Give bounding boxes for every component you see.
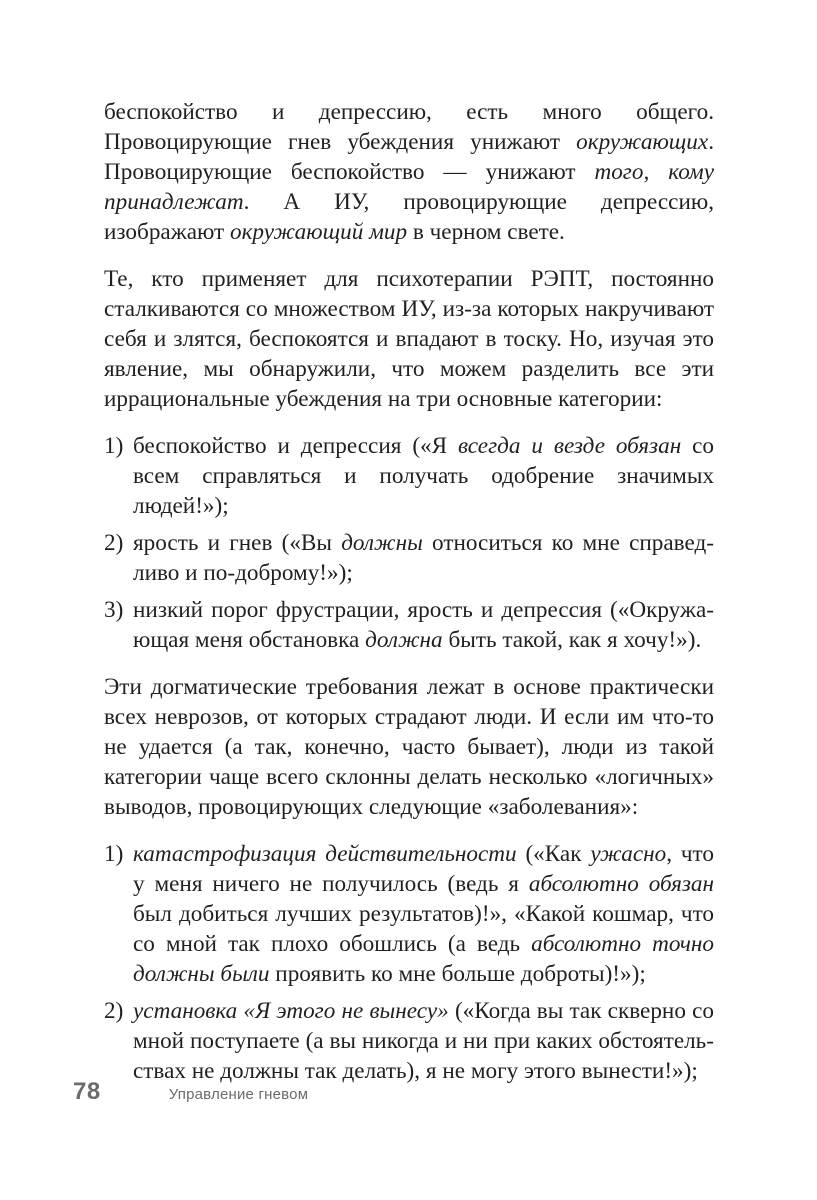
emphasis-text: окружающих [576, 129, 709, 155]
emphasis-text: катастрофизация действительности [133, 841, 517, 867]
list-item-text [133, 998, 714, 1084]
list-item-text [133, 433, 714, 519]
list-item-number: 1) [104, 841, 124, 867]
text-run: низкий порог фрустрации, ярость и депрессия («Окружающая меня обстановка [133, 597, 714, 653]
text-run: Те, кто применяет для психотерапии РЭПТ, постоянно сталкиваются со множеством ИУ, из-за которых накручивают себя и злятся, беспокоятся и впадают в тоску. Но, изучая это явление, мы обнаружили, что можем разделить все эти иррациональные убеждения на три основные категории: [104, 266, 714, 412]
categories-list [104, 431, 714, 655]
text-run: беспокойство и депрессию, есть много общего. Провоцирующие гнев убеждения унижают [104, 99, 714, 155]
emphasis-text: всегда и везде обязан [458, 433, 682, 459]
text-run: беспокойство и депрессия («Я [133, 433, 459, 459]
list-item [104, 595, 714, 655]
text-run: , что у меня ничего не получилось (ведь я [133, 841, 714, 897]
text-run: . Провоцирующие беспокойство — унижают [104, 129, 714, 185]
list-item [104, 528, 714, 588]
conclusions-list [104, 839, 714, 1086]
running-title: Управление гневом [168, 1086, 309, 1103]
emphasis-text: должна [365, 627, 443, 653]
list-item [104, 996, 714, 1086]
page-number: 78 [73, 1078, 101, 1105]
text-run: ярость и гнев («Вы [133, 530, 342, 556]
emphasis-text: того, кому принадлежат [104, 159, 714, 215]
list-item-text [133, 841, 714, 987]
text-run: («Как [516, 841, 591, 867]
paragraph-1 [104, 97, 714, 247]
text-run: в черном свете. [407, 219, 565, 245]
list-item-number: 2) [104, 998, 124, 1024]
text-run: («Когда вы так скверно со мной поступаете (а вы никогда и ни при каких обстоятельствах не должны так делать), я не могу этого вынести!»); [133, 998, 714, 1084]
paragraph-2 [104, 264, 714, 414]
emphasis-text: установка «Я этого не вынесу» [133, 998, 449, 1024]
emphasis-text: абсолютно обязан [528, 871, 714, 897]
page-body [104, 97, 714, 1103]
emphasis-text: окружающий мир [229, 219, 408, 245]
list-item-number: 2) [104, 530, 124, 556]
paragraph-3 [104, 672, 714, 822]
emphasis-text: ужасно [590, 841, 667, 867]
list-item-number: 3) [104, 597, 124, 623]
list-item-text [133, 530, 714, 586]
list-item-text [133, 597, 714, 653]
text-run: Эти догматические требования лежат в основе практически всех неврозов, от которых страдают люди. И если им что-то не удается (а так, конечно, часто бывает), люди из такой категории чаще всего склонны делать несколько «логичных» выводов, провоцирующих следующие «заболевания»: [104, 674, 714, 820]
text-run: быть такой, как я хочу!»). [442, 627, 702, 653]
list-item [104, 431, 714, 521]
page-footer [73, 1078, 308, 1106]
emphasis-text: абсолютно точно должны были [133, 931, 714, 987]
list-item [104, 839, 714, 989]
text-run: . А ИУ, провоцирующие депрессию, изображают [104, 189, 714, 245]
text-run: относиться ко мне справедливо и по-доброму!»); [133, 530, 714, 586]
text-run: был добиться лучших результатов)!», «Какой кошмар, что со мной так плохо обошлись (а ведь [133, 901, 714, 957]
text-run: со всем справляться и получать одобрение значимых людей!»); [133, 433, 715, 519]
list-item-number: 1) [104, 433, 124, 459]
emphasis-text: должны [341, 530, 423, 556]
text-run: проявить ко мне больше доброты)!»); [269, 961, 646, 987]
